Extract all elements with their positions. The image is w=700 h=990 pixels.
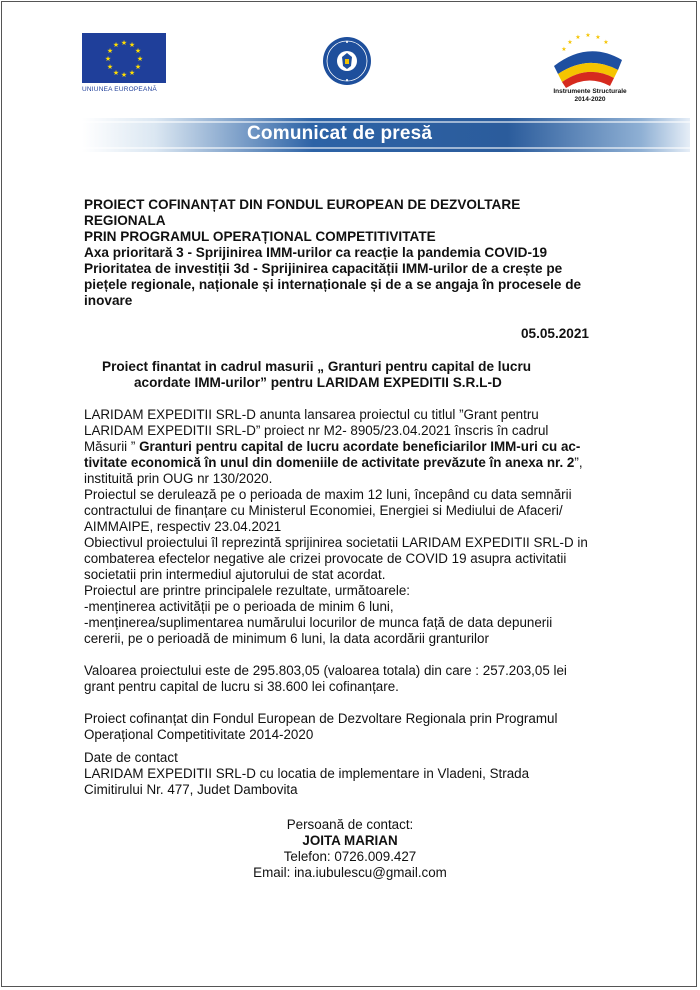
- structural-instruments-caption: [540, 88, 640, 104]
- svg-text:★: ★: [112, 41, 120, 49]
- body-line: Date de contact: [84, 750, 178, 765]
- svg-text:★: ★: [106, 47, 114, 55]
- body-line: AIMMAIPE, respectiv 23.04.2021: [84, 519, 282, 534]
- svg-text:★: ★: [585, 32, 591, 39]
- body-line: grant pentru capital de lucru si 38.600 lei cofinanțare.: [84, 679, 399, 694]
- body-line: Proiectul are printre principalele rezultate, următoarele:: [84, 583, 410, 598]
- government-logo: [318, 35, 376, 87]
- body-line: [84, 439, 580, 454]
- svg-text:★: ★: [120, 71, 128, 79]
- svg-text:★: ★: [128, 69, 136, 77]
- body-line: contractului de finanțare cu Ministerul Economiei, Energiei si Mediului de Afaceri/: [84, 503, 563, 518]
- eu-logo: [82, 33, 168, 93]
- svg-text:★: ★: [128, 41, 136, 49]
- heading-line: inovare: [84, 293, 133, 308]
- contact-name: JOITA MARIAN: [302, 833, 398, 848]
- svg-text:★: ★: [136, 55, 144, 63]
- press-release-banner: [82, 118, 690, 152]
- svg-text:★: ★: [106, 63, 114, 71]
- body-line: [84, 455, 583, 470]
- body-line: Operațional Competitivitate 2014-2020: [84, 727, 314, 742]
- eu-stars-icon: [82, 33, 166, 83]
- body-line: cererii, pe o perioadă de minimum 6 luni, la data acordării granturilor: [84, 631, 489, 646]
- eu-flag-icon: [82, 33, 166, 83]
- body-line: Valoarea proiectului este de 295.803,05 (valoarea totala) din care : 257.203,05 lei: [84, 663, 567, 678]
- body-line: Proiectul se derulează pe o perioada de maxim 12 luni, începând cu data semnării: [84, 487, 572, 502]
- svg-text:★: ★: [112, 69, 120, 77]
- svg-text:★: ★: [104, 55, 112, 63]
- heading-line: piețele regionale, naționale și internaționale și de a se angaja în procesele de: [84, 277, 582, 292]
- svg-text:★: ★: [120, 39, 128, 47]
- body-text: Măsurii ”: [84, 439, 140, 454]
- body-line: -menținerea activității pe o perioada de minim 6 luni,: [84, 599, 394, 614]
- heading-line: Axa prioritară 3 - Sprijinirea IMM-urilor ca reacție la pandemia COVID-19: [84, 245, 548, 260]
- eu-caption: UNIUNEA EUROPEANĂ: [82, 86, 157, 93]
- structural-instruments-icon: [548, 30, 628, 90]
- contact-phone: Telefon: 0726.009.427: [283, 849, 417, 864]
- svg-text:★: ★: [603, 39, 609, 46]
- svg-text:★: ★: [561, 46, 567, 53]
- release-date: 05.05.2021: [520, 326, 589, 341]
- measure-title: tivitate economică în unul din domeniile de activitate prevăzute în anexa nr. 2: [84, 455, 575, 470]
- structural-caption-line1: Instrumente Structurale: [553, 88, 627, 95]
- body-line: Proiect cofinanțat din Fondul European de Dezvoltare Regionala prin Programul: [84, 711, 558, 726]
- svg-text:★: ★: [134, 63, 142, 71]
- body-text: ”,: [574, 455, 583, 470]
- body-line: Cimitirului Nr. 477, Judet Dambovita: [84, 782, 298, 797]
- body-line: -menținerea/suplimentarea numărului locurilor de munca față de data depunerii: [84, 615, 553, 630]
- subtitle-line: Proiect finantat in cadrul masurii „ Granturi pentru capital de lucru: [102, 359, 532, 374]
- contact-label: Persoană de contact:: [286, 817, 414, 832]
- body-line: Obiectivul proiectului îl reprezintă sprijinirea societatii LARIDAM EXPEDITII SRL-D in: [84, 535, 588, 550]
- subtitle-line: acordate IMM-urilor” pentru LARIDAM EXPEDITII S.R.L-D: [134, 375, 502, 390]
- svg-text:★: ★: [567, 39, 573, 46]
- structural-caption-line2: 2014-2020: [574, 96, 606, 103]
- contact-email: Email: ina.iubulescu@gmail.com: [253, 865, 447, 880]
- body-line: combaterea efectelor negative ale crizei provocate de COVID 19 asupra activitatii: [84, 551, 567, 566]
- body-line: LARIDAM EXPEDITII SRL-D anunta lansarea proiectul cu titlul ”Grant pentru: [84, 407, 539, 422]
- heading-line: REGIONALA: [84, 213, 166, 228]
- svg-text:★: ★: [595, 34, 601, 41]
- body-line: instituită prin OUG nr 130/2020.: [84, 471, 273, 486]
- heading-line: PRIN PROGRAMUL OPERAȚIONAL COMPETITIVITATE: [84, 229, 436, 244]
- body-line: societatii prin intermediul ajutorului de stat acordat.: [84, 567, 386, 582]
- banner-stripe: [82, 147, 690, 149]
- svg-text:★: ★: [134, 47, 142, 55]
- heading-line: PROIECT COFINANȚAT DIN FONDUL EUROPEAN DE DEZVOLTARE: [84, 197, 521, 212]
- body-line: LARIDAM EXPEDITII SRL-D” proiect nr M2- 8905/23.04.2021 înscris în cadrul: [84, 423, 549, 438]
- banner-title: Comunicat de presă: [247, 123, 433, 144]
- svg-text:★: ★: [575, 34, 581, 41]
- body-line: LARIDAM EXPEDITII SRL-D cu locatia de implementare in Vladeni, Strada: [84, 766, 530, 781]
- heading-line: Prioritatea de investiții 3d - Sprijinirea capacității IMM-urilor de a crește pe: [84, 261, 563, 276]
- government-seal-icon: [318, 35, 376, 87]
- measure-title: Granturi pentru capital de lucru acordate beneficiarilor IMM-uri cu ac-: [139, 439, 581, 454]
